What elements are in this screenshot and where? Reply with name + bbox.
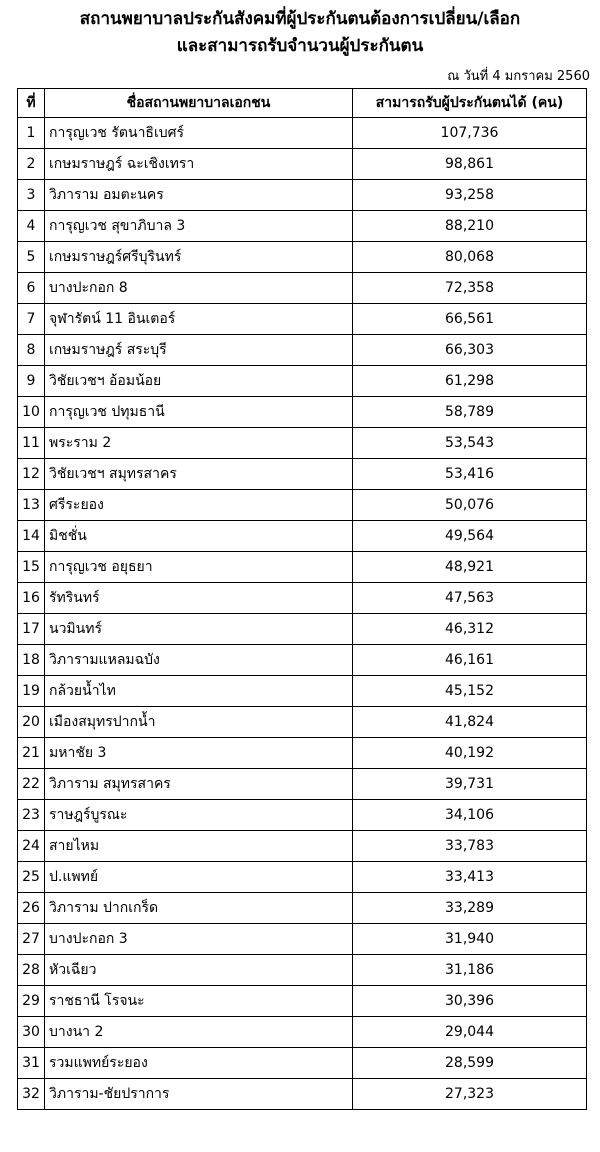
row-number: 1 bbox=[18, 118, 45, 149]
row-number: 17 bbox=[18, 614, 45, 645]
table-row bbox=[18, 955, 587, 986]
table-row bbox=[18, 862, 587, 893]
capacity-value: 27,323 bbox=[353, 1079, 587, 1110]
capacity-value: 58,789 bbox=[353, 397, 587, 428]
table-row bbox=[18, 149, 587, 180]
hospital-name: เกษมราษฎร์ สระบุรี bbox=[45, 335, 353, 366]
table-header bbox=[18, 89, 587, 118]
row-number: 18 bbox=[18, 645, 45, 676]
document-title-line1: สถานพยาบาลประกันสังคมที่ผู้ประกันตนต้องการเปลี่ยน/เลือก bbox=[79, 9, 521, 29]
row-number: 20 bbox=[18, 707, 45, 738]
hospital-name: วิภาราม สมุทรสาคร bbox=[45, 769, 353, 800]
hospital-name: บางปะกอก 8 bbox=[45, 273, 353, 304]
capacity-value: 46,312 bbox=[353, 614, 587, 645]
hospital-name: เกษมราษฎร์ศรีบุรินทร์ bbox=[45, 242, 353, 273]
row-number: 7 bbox=[18, 304, 45, 335]
column-header-number: ที่ bbox=[18, 89, 45, 118]
hospital-name: รวมแพทย์ระยอง bbox=[45, 1048, 353, 1079]
hospital-name: ป.แพทย์ bbox=[45, 862, 353, 893]
hospital-name: วิภาราม อมตะนคร bbox=[45, 180, 353, 211]
table-row bbox=[18, 831, 587, 862]
hospital-name: สายไหม bbox=[45, 831, 353, 862]
table-row bbox=[18, 335, 587, 366]
row-number: 21 bbox=[18, 738, 45, 769]
table-row bbox=[18, 707, 587, 738]
document-header bbox=[0, 0, 600, 88]
row-number: 30 bbox=[18, 1017, 45, 1048]
hospital-name: หัวเฉียว bbox=[45, 955, 353, 986]
hospital-name: วิภาราม-ชัยปราการ bbox=[45, 1079, 353, 1110]
hospital-name: มหาชัย 3 bbox=[45, 738, 353, 769]
capacity-value: 39,731 bbox=[353, 769, 587, 800]
capacity-value: 46,161 bbox=[353, 645, 587, 676]
table-row bbox=[18, 211, 587, 242]
row-number: 8 bbox=[18, 335, 45, 366]
table-row bbox=[18, 273, 587, 304]
capacity-value: 45,152 bbox=[353, 676, 587, 707]
hospital-name: กล้วยน้ำไท bbox=[45, 676, 353, 707]
hospital-name: มิชชั่น bbox=[45, 521, 353, 552]
table-row bbox=[18, 180, 587, 211]
row-number: 24 bbox=[18, 831, 45, 862]
capacity-value: 61,298 bbox=[353, 366, 587, 397]
row-number: 16 bbox=[18, 583, 45, 614]
table-row bbox=[18, 645, 587, 676]
row-number: 3 bbox=[18, 180, 45, 211]
table-row bbox=[18, 800, 587, 831]
row-number: 4 bbox=[18, 211, 45, 242]
hospital-capacity-table bbox=[17, 88, 587, 1110]
capacity-value: 107,736 bbox=[353, 118, 587, 149]
row-number: 29 bbox=[18, 986, 45, 1017]
row-number: 28 bbox=[18, 955, 45, 986]
row-number: 6 bbox=[18, 273, 45, 304]
row-number: 22 bbox=[18, 769, 45, 800]
header-row bbox=[18, 89, 587, 118]
row-number: 2 bbox=[18, 149, 45, 180]
table-row bbox=[18, 552, 587, 583]
row-number: 11 bbox=[18, 428, 45, 459]
table-row bbox=[18, 118, 587, 149]
hospital-name: วิชัยเวชฯ สมุทรสาคร bbox=[45, 459, 353, 490]
capacity-value: 53,416 bbox=[353, 459, 587, 490]
column-header-hospital-name: ชื่อสถานพยาบาลเอกชน bbox=[45, 89, 353, 118]
hospital-name: การุญเวช สุขาภิบาล 3 bbox=[45, 211, 353, 242]
hospital-name: บางปะกอก 3 bbox=[45, 924, 353, 955]
row-number: 23 bbox=[18, 800, 45, 831]
row-number: 10 bbox=[18, 397, 45, 428]
table-row bbox=[18, 1079, 587, 1110]
capacity-value: 41,824 bbox=[353, 707, 587, 738]
capacity-value: 29,044 bbox=[353, 1017, 587, 1048]
table-row bbox=[18, 583, 587, 614]
capacity-value: 47,563 bbox=[353, 583, 587, 614]
capacity-value: 30,396 bbox=[353, 986, 587, 1017]
hospital-name: บางนา 2 bbox=[45, 1017, 353, 1048]
table-row bbox=[18, 986, 587, 1017]
row-number: 13 bbox=[18, 490, 45, 521]
row-number: 19 bbox=[18, 676, 45, 707]
capacity-value: 98,861 bbox=[353, 149, 587, 180]
table-body bbox=[18, 118, 587, 1110]
table-row bbox=[18, 490, 587, 521]
table-row bbox=[18, 459, 587, 490]
column-header-capacity: สามารถรับผู้ประกันตนได้ (คน) bbox=[353, 89, 587, 118]
capacity-value: 48,921 bbox=[353, 552, 587, 583]
capacity-value: 93,258 bbox=[353, 180, 587, 211]
hospital-name: การุญเวช รัตนาธิเบศร์ bbox=[45, 118, 353, 149]
row-number: 5 bbox=[18, 242, 45, 273]
capacity-value: 40,192 bbox=[353, 738, 587, 769]
table-row bbox=[18, 397, 587, 428]
table-row bbox=[18, 893, 587, 924]
hospital-name: วิภาราม ปากเกร็ด bbox=[45, 893, 353, 924]
hospital-name: การุญเวช ปทุมธานี bbox=[45, 397, 353, 428]
capacity-value: 28,599 bbox=[353, 1048, 587, 1079]
table-row bbox=[18, 738, 587, 769]
hospital-name: เมืองสมุทรปากน้ำ bbox=[45, 707, 353, 738]
row-number: 25 bbox=[18, 862, 45, 893]
hospital-name: จุฬารัตน์ 11 อินเตอร์ bbox=[45, 304, 353, 335]
capacity-value: 33,289 bbox=[353, 893, 587, 924]
capacity-value: 31,186 bbox=[353, 955, 587, 986]
hospital-name: พระราม 2 bbox=[45, 428, 353, 459]
capacity-value: 66,561 bbox=[353, 304, 587, 335]
hospital-name: เกษมราษฎร์ ฉะเชิงเทรา bbox=[45, 149, 353, 180]
capacity-value: 80,068 bbox=[353, 242, 587, 273]
capacity-value: 72,358 bbox=[353, 273, 587, 304]
table-row bbox=[18, 614, 587, 645]
table-row bbox=[18, 428, 587, 459]
capacity-value: 33,783 bbox=[353, 831, 587, 862]
capacity-value: 34,106 bbox=[353, 800, 587, 831]
table-row bbox=[18, 676, 587, 707]
row-number: 15 bbox=[18, 552, 45, 583]
table-row bbox=[18, 366, 587, 397]
hospital-name: ราษฎร์บูรณะ bbox=[45, 800, 353, 831]
hospital-name: รัทรินทร์ bbox=[45, 583, 353, 614]
row-number: 12 bbox=[18, 459, 45, 490]
table-row bbox=[18, 1017, 587, 1048]
table-row bbox=[18, 521, 587, 552]
table-row bbox=[18, 769, 587, 800]
capacity-value: 33,413 bbox=[353, 862, 587, 893]
document-title-line2: และสามารถรับจำนวนผู้ประกันตน bbox=[176, 36, 424, 56]
as-of-date: ณ วันที่ 4 มกราคม 2560 bbox=[447, 69, 590, 84]
row-number: 9 bbox=[18, 366, 45, 397]
hospital-name: นวมินทร์ bbox=[45, 614, 353, 645]
capacity-value: 49,564 bbox=[353, 521, 587, 552]
hospital-name: ราชธานี โรจนะ bbox=[45, 986, 353, 1017]
row-number: 31 bbox=[18, 1048, 45, 1079]
capacity-value: 31,940 bbox=[353, 924, 587, 955]
table-row bbox=[18, 242, 587, 273]
hospital-name: วิภารามแหลมฉบัง bbox=[45, 645, 353, 676]
capacity-value: 53,543 bbox=[353, 428, 587, 459]
table-row bbox=[18, 304, 587, 335]
capacity-value: 66,303 bbox=[353, 335, 587, 366]
hospital-name: ศรีระยอง bbox=[45, 490, 353, 521]
hospital-name: การุญเวช อยุธยา bbox=[45, 552, 353, 583]
capacity-value: 50,076 bbox=[353, 490, 587, 521]
table-row bbox=[18, 924, 587, 955]
hospital-name: วิชัยเวชฯ อ้อมน้อย bbox=[45, 366, 353, 397]
row-number: 32 bbox=[18, 1079, 45, 1110]
capacity-value: 88,210 bbox=[353, 211, 587, 242]
table-row bbox=[18, 1048, 587, 1079]
row-number: 14 bbox=[18, 521, 45, 552]
row-number: 26 bbox=[18, 893, 45, 924]
row-number: 27 bbox=[18, 924, 45, 955]
